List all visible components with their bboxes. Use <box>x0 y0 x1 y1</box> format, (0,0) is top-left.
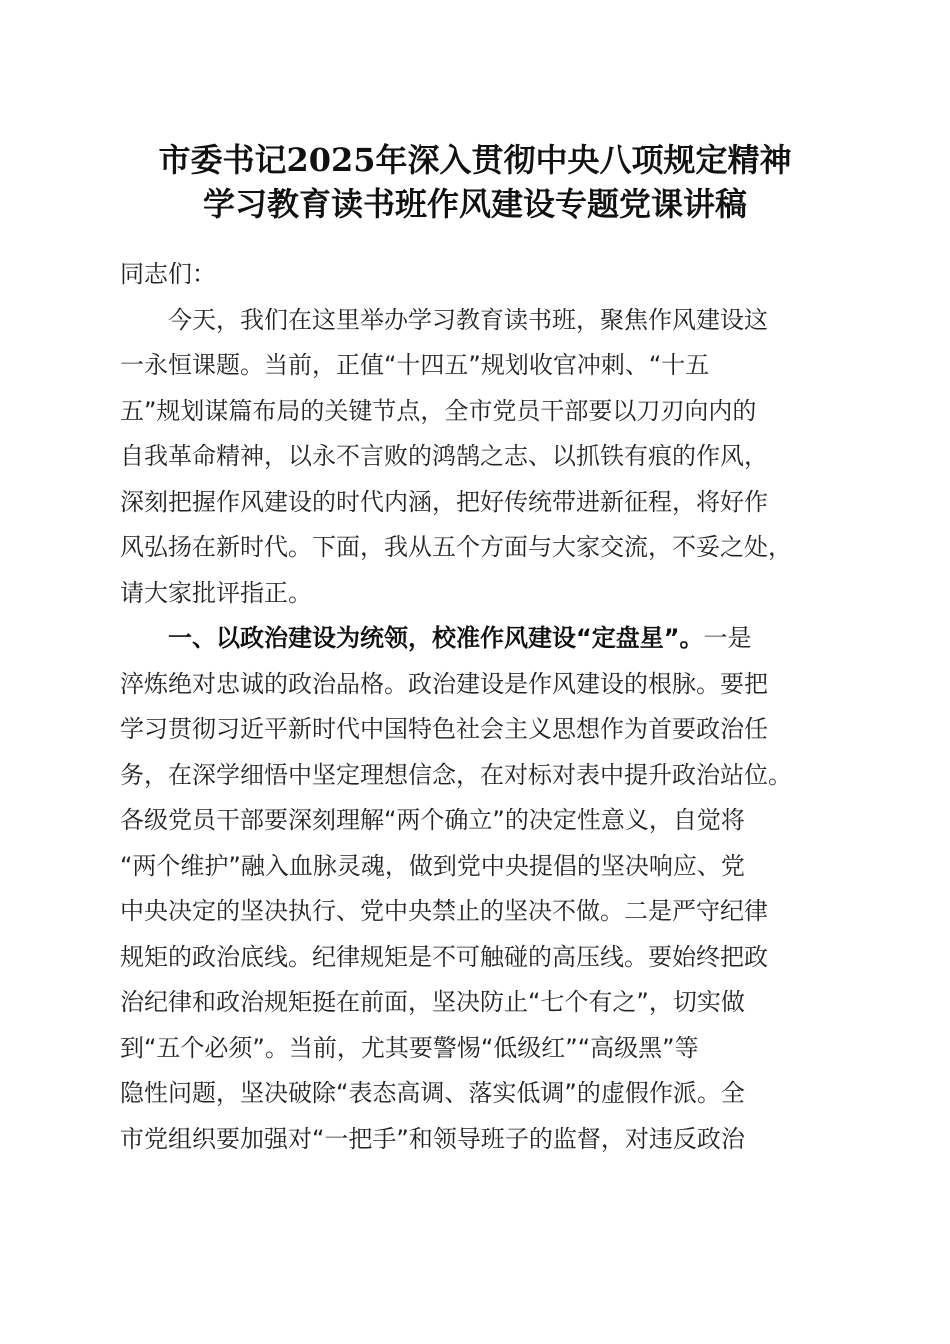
section-1-line: 务，在深学细悟中坚定理想信念，在对标对表中提升政治站位。 <box>120 760 792 789</box>
document-title <box>80 138 870 226</box>
section-1-line: 治纪律和政治规矩挺在前面，坚决防止“七个有之”，切实做 <box>120 988 745 1016</box>
section-1-line: 隐性问题，坚决破除“表态高调、落实低调”的虚假作派。全 <box>120 1079 745 1107</box>
intro-line: 今天，我们在这里举办学习教育读书班，聚焦作风建设这 <box>168 305 768 334</box>
section-1-line: 市党组织要加强对“一把手”和领导班子的监督，对违反政治 <box>120 1124 745 1153</box>
section-1-line: 到“五个必须”。当前，尤其要警惕“低级红”“高级黑”等 <box>120 1033 699 1062</box>
intro-line: 一永恒课题。当前，正值“十四五”规划收官冲刺、“十五 <box>120 351 710 379</box>
section-1-line: 学习贯彻习近平新时代中国特色社会主义思想作为首要政治任 <box>120 715 768 743</box>
intro-line: 风弘扬在新时代。下面，我从五个方面与大家交流，不妥之处， <box>120 533 792 561</box>
section-1-heading-line <box>120 616 830 662</box>
intro-line: 自我革命精神，以永不言败的鸿鹄之志、以抓铁有痕的作风， <box>120 442 768 470</box>
section-1-line: “两个维护”融入血脉灵魂，做到党中央提倡的坚决响应、党 <box>120 851 745 880</box>
salutation: 同志们： <box>120 260 216 288</box>
title-line-2: 学习教育读书班作风建设专题党课讲稿 <box>202 185 747 223</box>
title-line-1: 市委书记2025年深入贯彻中央八项规定精神 <box>158 141 792 179</box>
intro-line: 请大家批评指正。 <box>120 578 312 607</box>
section-1-line: 各级党员干部要深刻理解“两个确立”的决定性意义，自觉将 <box>120 806 745 834</box>
section-1-first-tail: 一是 <box>703 624 752 652</box>
section-1-line: 淬炼绝对忠诚的政治品格。政治建设是作风建设的根脉。要把 <box>120 669 768 698</box>
section-1-line: 中央决定的坚决执行、党中央禁止的坚决不做。二是严守纪律 <box>120 897 768 925</box>
intro-line: 五”规划谋篇布局的关键节点，全市党员干部要以刀刃向内的 <box>120 396 757 425</box>
section-1-heading: 一、以政治建设为统领，校准作风建设“定盘星”。 <box>168 624 704 652</box>
document-body <box>120 252 830 1162</box>
section-1-line: 规矩的政治底线。纪律规矩是不可触碰的高压线。要始终把政 <box>120 942 768 971</box>
intro-line: 深刻把握作风建设的时代内涵，把好传统带进新征程，将好作 <box>120 487 768 516</box>
